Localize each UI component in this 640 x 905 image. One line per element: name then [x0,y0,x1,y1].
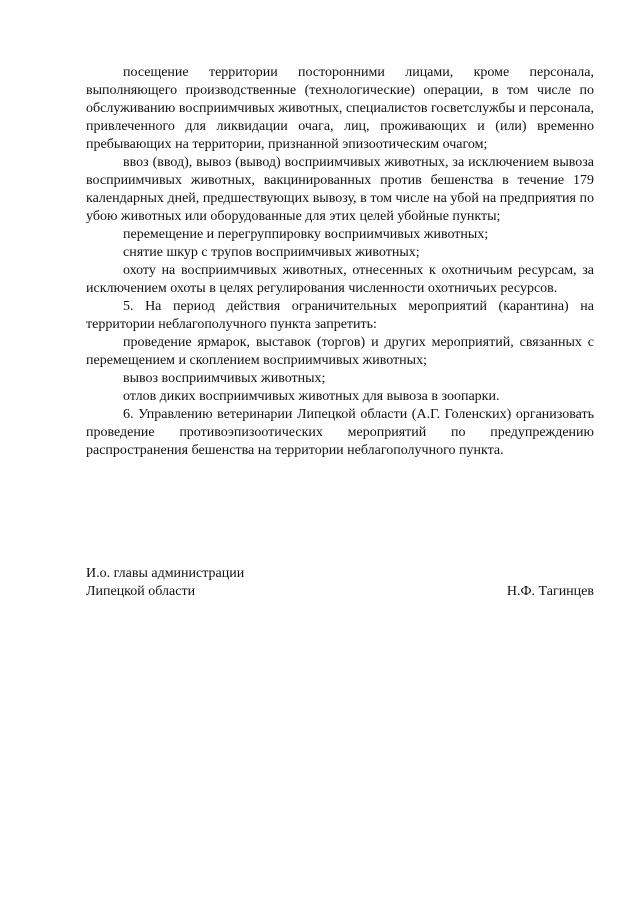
document-body [86,64,594,460]
signatory-position-line1: И.о. главы администрации [86,566,245,581]
paragraph-restriction-hunting: охоту на восприимчивых животных, отнесенных к охотничьим ресурсам, за исключением охоты в целях регулирования численности охотничьих ресурсов. [86,263,594,296]
paragraph-restriction-skinning: снятие шкур с трупов восприимчивых животных; [123,245,420,260]
paragraph-item-6: 6. Управлению ветеринарии Липецкой области (А.Г. Голенских) организовать проведение противоэпизоотических мероприятий по предупреждению распространения бешенства на территории неблагополучного пункта. [86,407,594,458]
signature-block [86,565,594,601]
paragraph-item-5: 5. На период действия ограничительных мероприятий (карантина) на территории неблагополучного пункта запретить: [86,299,594,332]
signature-row [86,583,594,601]
paragraph-restriction-visitors: посещение территории посторонними лицами, кроме персонала, выполняющего производственные (технологические) операции, в том числе по обслуживанию восприимчивых животных, специалистов госветслужбы и персонала, привлеченного для ликвидации очага, лиц, проживающих и (или) временно пребывающих на территории, признанной эпизоотическим очагом; [86,65,594,152]
signatory-position-line2: Липецкой области [86,584,196,599]
paragraph-restriction-regrouping: перемещение и перегруппировку восприимчивых животных; [123,227,489,242]
paragraph-ban-trapping: отлов диких восприимчивых животных для вывоза в зоопарки. [123,389,500,404]
signatory-name: Н.Ф. Тагинцев [506,584,594,599]
paragraph-restriction-import-export: ввоз (ввод), вывоз (вывод) восприимчивых животных, за исключением вывоза восприимчивых животных, вакцинированных против бешенства в течение 179 календарных дней, предшествующих вывозу, в том числе на убой на предприятия по убою животных или оборудованные для этих целей убойные пункты; [86,155,594,224]
paragraph-ban-export: вывоз восприимчивых животных; [123,371,326,386]
paragraph-ban-fairs: проведение ярмарок, выставок (торгов) и других мероприятий, связанных с перемещением и скоплением восприимчивых животных; [86,335,594,368]
